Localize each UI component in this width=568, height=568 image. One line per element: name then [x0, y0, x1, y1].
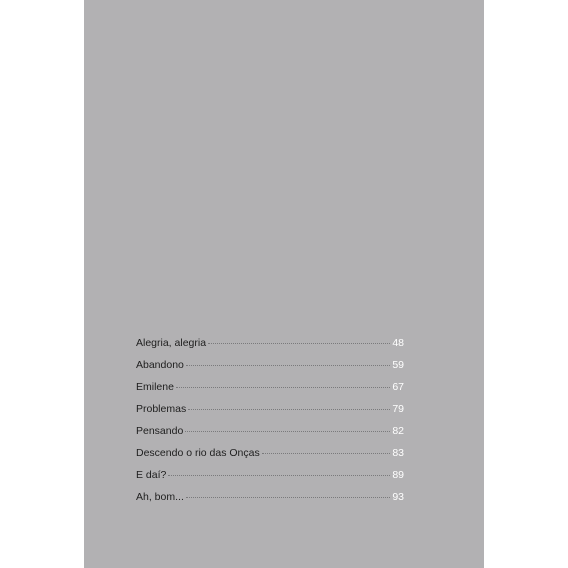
table-of-contents [136, 337, 404, 513]
toc-entry-title: Alegria, alegria [136, 337, 207, 349]
toc-dot-leader [185, 431, 390, 432]
toc-entry-title: Emilene [136, 381, 174, 393]
toc-entry-title: Problemas [136, 403, 187, 415]
toc-dot-leader [262, 453, 391, 454]
toc-dot-leader [186, 497, 390, 498]
toc-entry-page-number: 67 [392, 381, 404, 393]
toc-entry-page-number: 93 [392, 491, 404, 503]
toc-entry [136, 425, 404, 447]
toc-entry [136, 447, 404, 469]
toc-entry-title: Descendo o rio das Onças [136, 447, 260, 459]
toc-entry-page-number: 79 [392, 403, 404, 415]
toc-entry [136, 491, 404, 513]
toc-entry [136, 381, 404, 403]
toc-entry-title: E daí? [136, 469, 167, 481]
toc-entry-title: Abandono [136, 359, 184, 371]
toc-entry-page-number: 48 [392, 337, 404, 349]
toc-dot-leader [176, 387, 390, 388]
toc-entry [136, 403, 404, 425]
toc-entry-page-number: 82 [392, 425, 404, 437]
toc-dot-leader [208, 343, 390, 344]
book-page [84, 0, 484, 568]
toc-dot-leader [168, 475, 390, 476]
toc-entry-page-number: 83 [392, 447, 404, 459]
toc-entry-page-number: 59 [392, 359, 404, 371]
toc-entry [136, 337, 404, 359]
toc-entry [136, 469, 404, 491]
toc-entry-page-number: 89 [392, 469, 404, 481]
toc-dot-leader [186, 365, 390, 366]
toc-entry-title: Ah, bom... [136, 491, 184, 503]
toc-entry-title: Pensando [136, 425, 184, 437]
toc-entry [136, 359, 404, 381]
toc-dot-leader [188, 409, 390, 410]
